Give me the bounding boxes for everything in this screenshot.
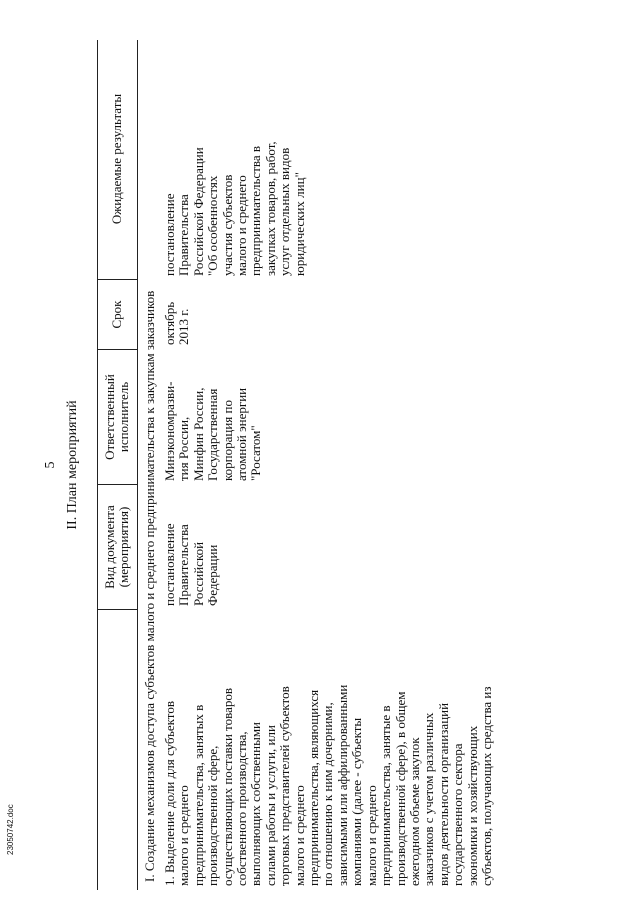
header-document: Вид документа (мероприятия)	[102, 505, 131, 589]
cell-deadline: октябрь 2013 г.	[162, 301, 192, 345]
page-number: 5	[43, 461, 58, 469]
header-responsible: Ответственный исполнитель	[102, 374, 131, 460]
cell-measure: 1. Выделение доли для субъектов малого и среднего предпринимательства, занятых в производственной сфере, осуществляющих поставки товаров собственного производства, выполняющих собственными силами работы и услуги, или торговых представителей субъектов малого и среднего предпринимательства, являющихся по отношению к ним дочерними, зависимыми или аффилированными компаниями (далее - субъекты малого и среднего предпринимательства, занятые в производственной сфере), в общем ежегодном объеме закупок заказчиков с учетом различных видов деятельности организаций государственного сектора экономики и хозяйствующих субъектов, получающих средства из	[162, 684, 494, 886]
file-label: 23050742.doc	[6, 804, 15, 855]
cell-responsible: Минэкономразви- тия России, Минфин России, Государственная корпорация по атомной энергии "Росатом"	[162, 381, 264, 481]
header-bottom-border	[137, 40, 138, 890]
cell-document: постановление Правительства Российской Федерации	[162, 523, 221, 606]
plan-table	[97, 40, 515, 890]
plan-title: II. План мероприятий	[65, 400, 80, 530]
cell-result: постановление Правительства Российской Федерации "Об особенностях участия субъектов малого и среднего предпринимательства в закупках товаров, работ, услуг отдельных видов юридических лиц"	[162, 141, 307, 276]
header-result: Ожидаемые результаты	[109, 93, 124, 225]
header-measure	[97, 610, 137, 890]
section-heading: I. Создание механизмов доступа субъектов малого и среднего предпринимательства к закупкам заказчиков	[142, 290, 157, 882]
column-divider-3	[97, 349, 137, 350]
column-divider-2	[97, 484, 137, 485]
rotated-content	[35, 40, 515, 890]
column-divider-4	[97, 279, 137, 280]
header-deadline: Срок	[109, 300, 124, 329]
